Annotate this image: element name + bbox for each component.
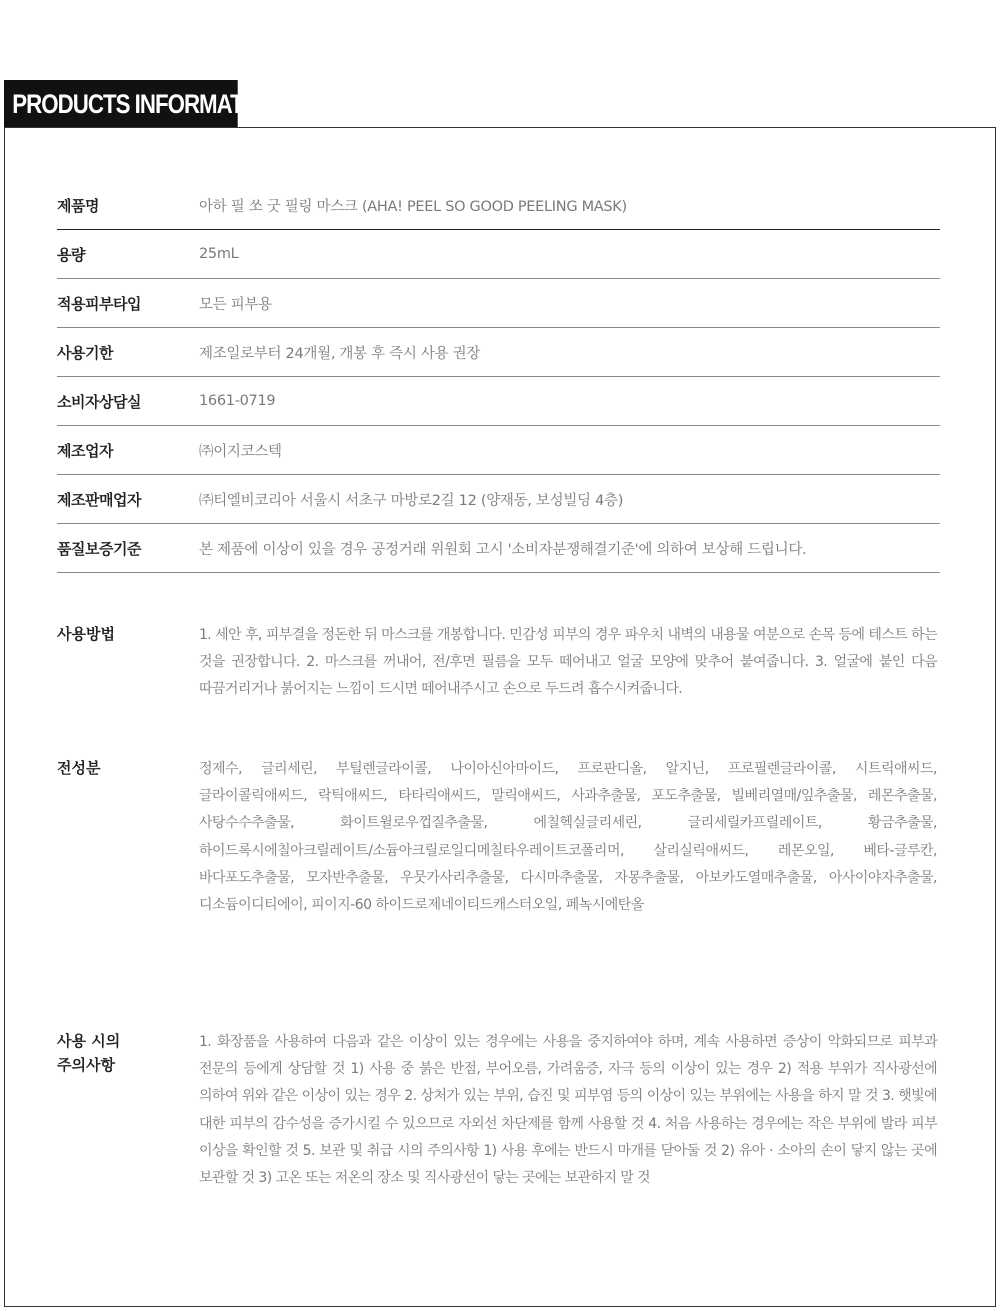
- spec-row-product-name: [57, 181, 940, 230]
- spec-label: 제품명: [57, 196, 99, 215]
- spec-label: 제조업자: [57, 441, 113, 460]
- cautions-section: [57, 1029, 937, 1192]
- spec-value: 1661-0719: [199, 393, 276, 409]
- cautions-label-line1: 사용 시의: [57, 1032, 121, 1050]
- cautions-text: 1. 화장품을 사용하여 다음과 같은 이상이 있는 경우에는 사용을 중지하여야 하며, 계속 사용하면 증상이 악화되므로 피부과 전문의 등에게 상담할 것 1) 사용 중 붉은 반점, 부어오름, 가려움증, 자극 등의 이상이 있는 경우 2) 적용 부위가 직사광선에 의하여 위와 같은 이상이 있는 경우 2. 상처가 있는 부위, 습진 및 피부염 등의 이상이 있는 부위에는 사용을 하지 말 것 3. 햇빛에 대한 피부의 감수성을 증가시킬 수 있으므로 자외선 차단제를 함께 사용할 것 4. 처음 사용하는 경우에는 작은 부위에 발라 피부 이상을 확인할 것 5. 보관 및 취급 시의 주의사항 1) 사용 후에는 반드시 마개를 닫아둘 것 2) 유아 · 소아의 손이 닿지 않는 곳에 보관할 것 3) 고온 또는 저온의 장소 및 직사광선이 닿는 곳에는 보관하지 말 것: [199, 1034, 937, 1187]
- page-title: PRODUCTS INFORMATION: [4, 80, 238, 128]
- spec-table: [57, 181, 940, 573]
- spec-value: 모든 피부용: [199, 296, 272, 313]
- usage-section: [57, 622, 937, 704]
- spec-label: 제조판매업자: [57, 490, 141, 509]
- spec-value: 아하 필 쏘 굿 필링 마스크 (AHA! PEEL SO GOOD PEELING MASK): [199, 198, 627, 215]
- spec-label: 사용기한: [57, 343, 113, 362]
- spec-label: 품질보증기준: [57, 539, 141, 558]
- spec-row-quality-standard: [57, 524, 940, 573]
- spec-value: ㈜티엘비코리아 서울시 서초구 마방로2길 12 (양재동, 보성빌딩 4층): [199, 492, 624, 509]
- spec-label: 용량: [57, 245, 85, 264]
- spec-row-skin-type: [57, 279, 940, 328]
- spec-row-distributor: [57, 475, 940, 524]
- ingredients-label: 전성분: [57, 759, 101, 777]
- spec-row-customer-service: [57, 377, 940, 426]
- spec-row-manufacturer: [57, 426, 940, 475]
- spec-label: 소비자상담실: [57, 392, 141, 411]
- ingredients-section: [57, 756, 937, 919]
- spec-value: 본 제품에 이상이 있을 경우 공정거래 위원회 고시 '소비자분쟁해결기준'에 의하여 보상해 드립니다.: [199, 541, 807, 558]
- spec-row-volume: [57, 230, 940, 279]
- spec-value: 제조일로부터 24개월, 개봉 후 즉시 사용 권장: [199, 345, 481, 362]
- usage-label: 사용방법: [57, 625, 115, 643]
- spec-value: 25mL: [199, 246, 239, 262]
- spec-label: 적용피부타입: [57, 294, 141, 313]
- cautions-label-line2: 주의사항: [57, 1056, 115, 1074]
- spec-value: ㈜이지코스텍: [199, 443, 282, 460]
- spec-row-expiry: [57, 328, 940, 377]
- cautions-label: [57, 1029, 199, 1192]
- usage-text: 1. 세안 후, 피부결을 정돈한 뒤 마스크를 개봉합니다. 민감성 피부의 경우 파우치 내벽의 내용물 여분으로 손목 등에 테스트 하는 것을 권장합니다. 2. 마스크를 꺼내어, 전/후면 필름을 모두 떼어내고 얼굴 모양에 맞추어 붙여줍니다. 3. 얼굴에 붙인 다음 따끔거리거나 붉어지는 느낌이 드시면 떼어내주시고 손으로 두드려 흡수시켜줍니다.: [199, 627, 937, 698]
- ingredients-text: 정제수, 글리세린, 부틸렌글라이콜, 나이아신아마이드, 프로판디올, 알지닌, 프로필렌글라이콜, 시트릭애씨드, 글라이콜릭애씨드, 락틱애씨드, 타타릭애씨드, 말릭애씨드, 사과추출물, 포도추출물, 빌베리열매/잎추출물, 레몬추출물, 사탕수수추출물, 화이트윌로우껍질추출물, 에칠헥실글리세린, 글리세릴카프릴레이트, 황금추출물, 하이드록시에칠아크릴레이트/소듐아크릴로일디메칠타우레이트코폴리머, 살리실릭애씨드, 레몬오일, 베타-글루칸, 바다포도추출물, 모자반추출물, 우뭇가사리추출물, 다시마추출물, 자몽추출물, 아보카도열매추출물, 아사이야자추출물, 디소듐이디티에이, 피이지-60 하이드로제네이티드캐스터오일, 페녹시에탄올: [199, 761, 937, 914]
